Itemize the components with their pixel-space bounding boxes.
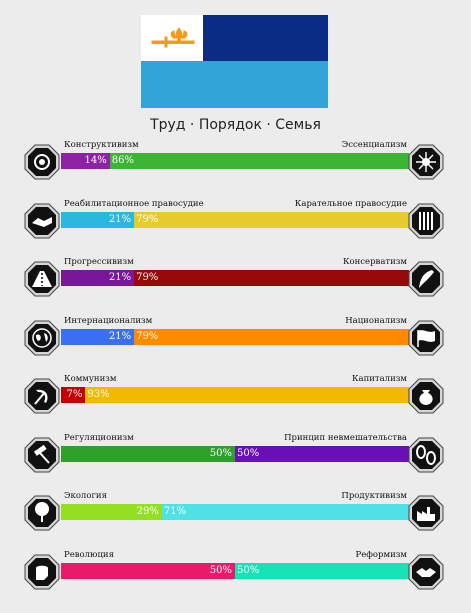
axis-left-label: Конструктивизм [64, 140, 139, 150]
axis-bar [61, 563, 409, 579]
axis-row [0, 257, 471, 309]
axis-row [0, 315, 471, 368]
quill-icon [408, 261, 444, 297]
axis-left-label: Интернационализм [64, 315, 153, 326]
axis-left-segment: 50% [61, 446, 235, 462]
axis-bar [61, 387, 409, 403]
money-bag-icon [408, 378, 444, 414]
axis-row [0, 549, 471, 602]
axis-row [0, 198, 471, 251]
highway-icon [24, 261, 60, 297]
broken-chain-icon [408, 437, 444, 473]
axis-right-segment: 79% [134, 212, 409, 228]
handshake-reform-icon [408, 554, 444, 590]
axis-right-label: Продуктивизм [341, 491, 407, 501]
axis-right-label: Эссенциализм [341, 140, 407, 150]
factory-icon [408, 495, 444, 531]
axis-left-segment: 14% [61, 153, 110, 169]
axis-bar [61, 270, 409, 286]
axis-right-segment: 50% [235, 563, 409, 579]
axis-row [0, 432, 471, 485]
axis-right-segment: 79% [134, 329, 409, 345]
axis-row [0, 140, 471, 192]
gear-eye-icon [24, 144, 60, 180]
axis-row [0, 374, 471, 426]
axis-right-label: Карательное правосудие [294, 198, 407, 209]
hammer-sickle-icon [24, 378, 60, 414]
axis-left-segment: 50% [61, 563, 235, 579]
axis-left-label: Регуляционизм [64, 432, 134, 443]
axis-right-label: Принцип невмешательства [284, 432, 407, 443]
axis-right-segment: 71% [162, 504, 409, 520]
flag-white-canton [141, 15, 203, 61]
starburst-icon [408, 144, 444, 180]
flag-navy-field [203, 15, 328, 61]
axis-right-segment: 79% [134, 270, 409, 286]
axis-right-segment: 50% [235, 446, 409, 462]
axis-right-segment: 86% [110, 153, 409, 169]
waving-flag-icon [408, 320, 444, 356]
flag [141, 15, 328, 108]
gavel-icon [24, 437, 60, 473]
prison-bars-icon [408, 203, 444, 239]
axis-bar [61, 504, 409, 520]
fist-icon [24, 554, 60, 590]
axis-bar [61, 446, 409, 462]
axis-left-segment: 21% [61, 329, 134, 345]
axis-left-segment: 29% [61, 504, 162, 520]
axis-bar [61, 212, 409, 228]
axis-left-segment: 7% [61, 387, 85, 403]
axis-bar [61, 329, 409, 345]
axis-row [0, 491, 471, 543]
axis-right-label: Консерватизм [342, 257, 407, 267]
axis-left-label: Реабилитационное правосудие [64, 198, 204, 209]
axis-left-segment: 21% [61, 270, 134, 286]
motto: Труд · Порядок · Семья [150, 117, 321, 133]
handshake-icon [24, 203, 60, 239]
axis-left-label: Экология [64, 491, 107, 501]
axis-left-label: Коммунизм [64, 374, 117, 384]
axis-right-label: Капитализм [351, 374, 407, 384]
axis-right-label: Реформизм [355, 549, 407, 560]
axis-left-label: Прогрессивизм [64, 257, 134, 267]
axis-left-label: Революция [64, 549, 114, 560]
axis-bar [61, 153, 409, 169]
axis-left-segment: 21% [61, 212, 134, 228]
axis-right-segment: 93% [85, 387, 409, 403]
tree-icon [24, 495, 60, 531]
globe-icon [24, 320, 60, 356]
axis-right-label: Национализм [345, 315, 407, 326]
